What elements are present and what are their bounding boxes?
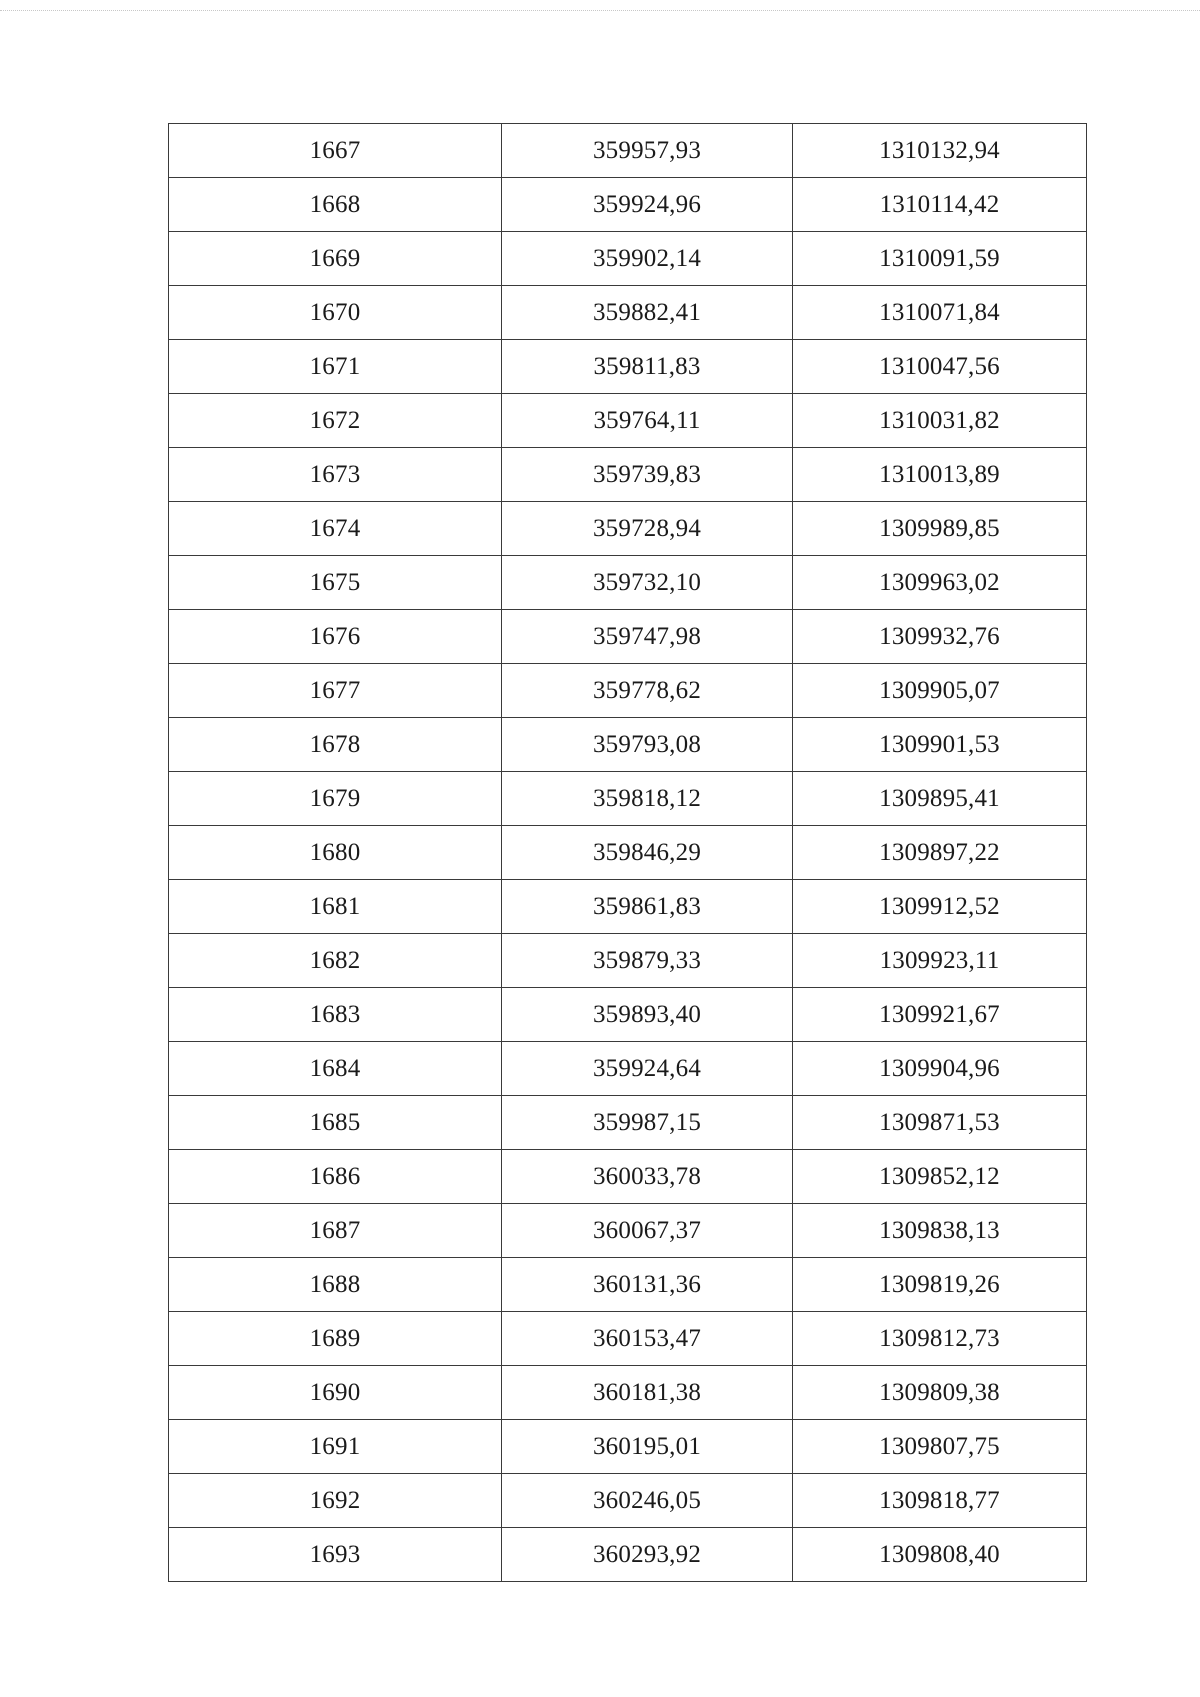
x-coordinate-cell: 359793,08 (502, 718, 793, 772)
table-row (169, 1420, 1087, 1474)
y-coordinate-cell: 1309895,41 (793, 772, 1087, 826)
y-coordinate-cell: 1309923,11 (793, 934, 1087, 988)
point-number-cell: 1667 (169, 124, 502, 178)
scan-edge-line (0, 10, 1200, 11)
table-row (169, 178, 1087, 232)
x-coordinate-cell: 359957,93 (502, 124, 793, 178)
x-coordinate-cell: 360181,38 (502, 1366, 793, 1420)
x-coordinate-cell: 359846,29 (502, 826, 793, 880)
table-row (169, 988, 1087, 1042)
point-number-cell: 1670 (169, 286, 502, 340)
point-number-cell: 1680 (169, 826, 502, 880)
y-coordinate-cell: 1310047,56 (793, 340, 1087, 394)
x-coordinate-cell: 359764,11 (502, 394, 793, 448)
x-coordinate-cell: 359893,40 (502, 988, 793, 1042)
x-coordinate-cell: 360153,47 (502, 1312, 793, 1366)
y-coordinate-cell: 1310091,59 (793, 232, 1087, 286)
y-coordinate-cell: 1309819,26 (793, 1258, 1087, 1312)
table-row (169, 1204, 1087, 1258)
y-coordinate-cell: 1309932,76 (793, 610, 1087, 664)
point-number-cell: 1689 (169, 1312, 502, 1366)
x-coordinate-cell: 359739,83 (502, 448, 793, 502)
x-coordinate-cell: 360033,78 (502, 1150, 793, 1204)
y-coordinate-cell: 1309989,85 (793, 502, 1087, 556)
x-coordinate-cell: 359924,96 (502, 178, 793, 232)
x-coordinate-cell: 360246,05 (502, 1474, 793, 1528)
table-row (169, 934, 1087, 988)
table-row (169, 880, 1087, 934)
table-row (169, 1312, 1087, 1366)
coordinates-table-body (169, 124, 1087, 1582)
x-coordinate-cell: 360067,37 (502, 1204, 793, 1258)
table-row (169, 1366, 1087, 1420)
y-coordinate-cell: 1309904,96 (793, 1042, 1087, 1096)
table-row (169, 718, 1087, 772)
table-row (169, 1474, 1087, 1528)
point-number-cell: 1692 (169, 1474, 502, 1528)
x-coordinate-cell: 359732,10 (502, 556, 793, 610)
y-coordinate-cell: 1309871,53 (793, 1096, 1087, 1150)
table-row (169, 1042, 1087, 1096)
table-row (169, 610, 1087, 664)
x-coordinate-cell: 360293,92 (502, 1528, 793, 1582)
y-coordinate-cell: 1309852,12 (793, 1150, 1087, 1204)
y-coordinate-cell: 1309921,67 (793, 988, 1087, 1042)
point-number-cell: 1686 (169, 1150, 502, 1204)
x-coordinate-cell: 359728,94 (502, 502, 793, 556)
y-coordinate-cell: 1309808,40 (793, 1528, 1087, 1582)
y-coordinate-cell: 1310013,89 (793, 448, 1087, 502)
y-coordinate-cell: 1309807,75 (793, 1420, 1087, 1474)
x-coordinate-cell: 359902,14 (502, 232, 793, 286)
x-coordinate-cell: 359882,41 (502, 286, 793, 340)
point-number-cell: 1674 (169, 502, 502, 556)
x-coordinate-cell: 359924,64 (502, 1042, 793, 1096)
y-coordinate-cell: 1309963,02 (793, 556, 1087, 610)
x-coordinate-cell: 359747,98 (502, 610, 793, 664)
point-number-cell: 1684 (169, 1042, 502, 1096)
table-row (169, 1096, 1087, 1150)
point-number-cell: 1678 (169, 718, 502, 772)
point-number-cell: 1669 (169, 232, 502, 286)
point-number-cell: 1685 (169, 1096, 502, 1150)
coordinates-table (168, 123, 1087, 1582)
x-coordinate-cell: 360131,36 (502, 1258, 793, 1312)
table-row (169, 502, 1087, 556)
point-number-cell: 1693 (169, 1528, 502, 1582)
table-row (169, 124, 1087, 178)
table-row (169, 448, 1087, 502)
y-coordinate-cell: 1309901,53 (793, 718, 1087, 772)
point-number-cell: 1673 (169, 448, 502, 502)
y-coordinate-cell: 1309838,13 (793, 1204, 1087, 1258)
table-row (169, 664, 1087, 718)
point-number-cell: 1679 (169, 772, 502, 826)
point-number-cell: 1681 (169, 880, 502, 934)
x-coordinate-cell: 359987,15 (502, 1096, 793, 1150)
point-number-cell: 1676 (169, 610, 502, 664)
point-number-cell: 1688 (169, 1258, 502, 1312)
point-number-cell: 1675 (169, 556, 502, 610)
point-number-cell: 1677 (169, 664, 502, 718)
y-coordinate-cell: 1310114,42 (793, 178, 1087, 232)
point-number-cell: 1672 (169, 394, 502, 448)
table-row (169, 772, 1087, 826)
point-number-cell: 1690 (169, 1366, 502, 1420)
y-coordinate-cell: 1310071,84 (793, 286, 1087, 340)
table-row (169, 826, 1087, 880)
table-row (169, 340, 1087, 394)
y-coordinate-cell: 1309912,52 (793, 880, 1087, 934)
x-coordinate-cell: 359818,12 (502, 772, 793, 826)
y-coordinate-cell: 1309809,38 (793, 1366, 1087, 1420)
table-row (169, 1528, 1087, 1582)
table-row (169, 232, 1087, 286)
point-number-cell: 1668 (169, 178, 502, 232)
point-number-cell: 1671 (169, 340, 502, 394)
y-coordinate-cell: 1309818,77 (793, 1474, 1087, 1528)
y-coordinate-cell: 1310132,94 (793, 124, 1087, 178)
y-coordinate-cell: 1309897,22 (793, 826, 1087, 880)
table-row (169, 286, 1087, 340)
point-number-cell: 1682 (169, 934, 502, 988)
point-number-cell: 1691 (169, 1420, 502, 1474)
x-coordinate-cell: 359811,83 (502, 340, 793, 394)
table-row (169, 1150, 1087, 1204)
x-coordinate-cell: 360195,01 (502, 1420, 793, 1474)
table-row (169, 394, 1087, 448)
y-coordinate-cell: 1310031,82 (793, 394, 1087, 448)
x-coordinate-cell: 359879,33 (502, 934, 793, 988)
x-coordinate-cell: 359778,62 (502, 664, 793, 718)
y-coordinate-cell: 1309812,73 (793, 1312, 1087, 1366)
point-number-cell: 1683 (169, 988, 502, 1042)
table-row (169, 1258, 1087, 1312)
table-row (169, 556, 1087, 610)
x-coordinate-cell: 359861,83 (502, 880, 793, 934)
y-coordinate-cell: 1309905,07 (793, 664, 1087, 718)
point-number-cell: 1687 (169, 1204, 502, 1258)
